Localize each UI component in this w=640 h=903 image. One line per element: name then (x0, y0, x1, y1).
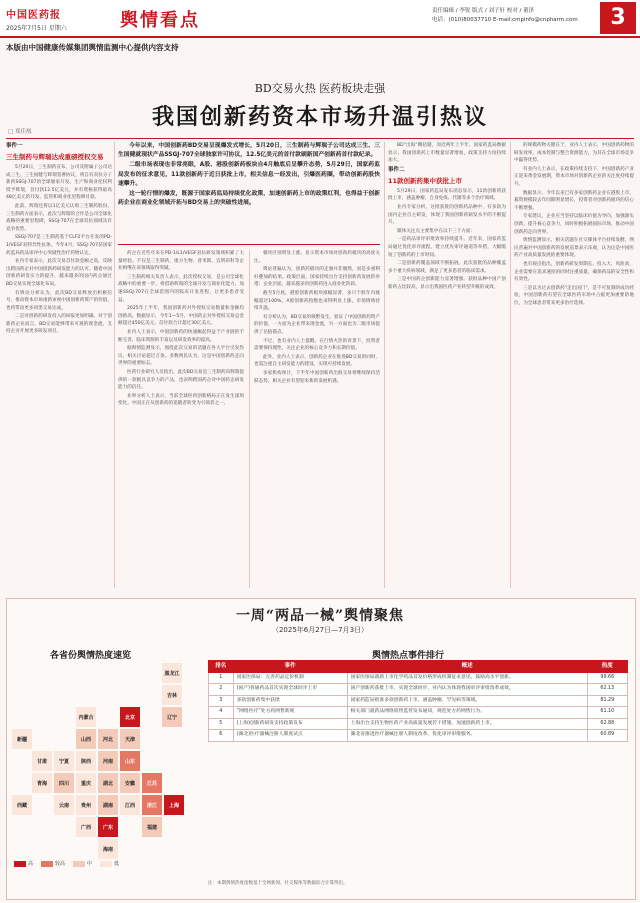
body-paragraph: 数据显示，今年以来已有多家创新药企业在港股上市，募资规模较去年同期明显增长，投资者对创新药板块的信心不断增强。 (514, 190, 634, 211)
dateline: 2025年7月5日 星期六 (6, 25, 67, 32)
column-divider (510, 142, 511, 588)
byline: □ 郑佳凰 (8, 129, 32, 135)
table-cell-rank: 6 (209, 730, 234, 742)
province-cell: 上海 (164, 795, 184, 815)
column-divider (114, 142, 115, 588)
province-cell: 湖南 (98, 795, 118, 815)
table-row (209, 718, 628, 730)
province-cell: 陕西 (76, 751, 96, 771)
table-header-cell: 事件 (233, 661, 347, 673)
province-cell: 安徽 (120, 773, 140, 793)
table-row (209, 730, 628, 742)
section-heading: 事件二 (388, 166, 405, 173)
table-cell-heat: 99.66 (587, 672, 627, 684)
body-paragraph: 媒体关注点主要集中在以下三个方面： (397, 228, 476, 234)
province-cell: 贵州 (76, 795, 96, 815)
article-lead (118, 142, 380, 209)
body-paragraph: 有业内人士表示，在政策持续支持下，中国创新药产业正迎来黄金发展期，资本市场对创新药企业的关注度持续提升。 (514, 166, 634, 187)
article-subtitle: BD交易火热 医药板块走强 (254, 82, 386, 95)
body-paragraph: 5月20日，三生制药宣布，公司及附属子公司达成三生、三生国健与辉瑞签署协议，将自有双抗分子新药SSGJ-707的全球独家开发、生产和商业化权利授予辉瑞，首付款12.5亿美元，并有资格获得最高48亿美元的开发、监管和商业化里程碑付款。 (6, 165, 112, 201)
province-cell: 吉林 (162, 685, 182, 705)
body-paragraph: 不过，也有业内人士提醒，在行情火热的背景下，投资者需要保持理性，关注企业的核心竞争力和长期价值。 (254, 338, 380, 352)
legend-swatch (100, 861, 112, 867)
province-cell: 江西 (120, 795, 140, 815)
province-heat-map (12, 663, 196, 887)
province-cell: 新疆 (12, 729, 32, 749)
legend-item (100, 861, 119, 867)
table-cell-heat: 62.88 (587, 718, 627, 730)
body-paragraph: 药企在近些年来在PD-1/L1/VEGF双抗研发领域积累了大量经验。不仅是三生制药，康方生物、普米斯、宜明昂科等企业相继在该领域取得突破。 (118, 251, 244, 272)
section-heading: 三生制药与辉瑞达成重磅授权交易 (6, 153, 104, 161)
body-paragraph: 5月29日，国家药监局发布消息显示，11款创新药获批上市，涵盖肿瘤、自身免疫、代谢等多个治疗领域。 (388, 188, 506, 202)
body-paragraph: 二是对创新药研发投入的回报更加明确。对于创新药企业而言，BD交易能够带来可观的现金流，支持企业开展更多研发项目。 (6, 314, 112, 335)
province-cell: 辽宁 (162, 707, 182, 727)
province-cell: 河北 (98, 729, 118, 749)
body-paragraph: SSGJ-707是三生制药基于CLF2平台开发的PD-1/VEGF双特异性抗体。今年4月，SSGJ-707获国家药监局药品审评中心突破性治疗药物认定。 (6, 235, 112, 256)
province-cell: 四川 (54, 773, 74, 793)
section-heading: 事件一 (6, 143, 23, 149)
table-cell-heat: 61.10 (587, 707, 627, 719)
legend-swatch (41, 861, 53, 867)
column-divider (384, 142, 385, 588)
province-cell: 海南 (98, 839, 118, 859)
lead-paragraph: 今年以来，中国创新药BD交易呈现爆发式增长，5月20日，三生制药与辉瑞子公司达成三生、三生国健就现状产品SSGJ-707全球独家许可协议，12.5亿美元的首付款刷新国产创新药首付款纪录。 (118, 143, 380, 159)
table-cell-summary: 国家药监局批准多款创新药上市，涵盖肿瘤、罕见病等领域。 (347, 695, 587, 707)
body-paragraph: 截至5月底，港股创新药板块涨幅显著，多只个股年内涨幅超过100%。A股创新药指数也录得明显上涨，市场情绪持续升温。 (254, 290, 380, 312)
support-banner: 本版由中国健康传媒集团舆情监测中心提供内容支持 (6, 43, 179, 52)
body-paragraph: 专家建议，企业应当坚持以临床价值为导向，加强源头创新，提升核心竞争力，同时积极拓展国际市场，推动中国创新药走向世界。 (514, 214, 634, 235)
legend-swatch (14, 861, 26, 867)
table-header-row (209, 661, 628, 673)
body-paragraph: 三生制药相关负责人表示，此次授权交易，是公司全球化战略中的重要一步，将借助辉瑞的全球开发与商业化能力，加速SSGJ-707在全球范围内的临床开发进程，让更多患者受益。 (118, 274, 244, 303)
table-cell-event: (湖北)医疗器械注册人制度试点 (233, 730, 347, 742)
editor-info (432, 7, 596, 25)
province-cell: 河南 (98, 751, 118, 771)
table-cell-heat: 60.89 (587, 730, 627, 742)
table-header-cell: 概述 (347, 661, 587, 673)
legend-label: 中 (87, 861, 93, 867)
section-title: 舆情看点 (120, 10, 200, 31)
table-cell-rank: 2 (209, 684, 234, 696)
lead-divider (118, 244, 380, 245)
table-cell-event: (上海)创新药研发支持政策发布 (233, 718, 347, 730)
province-cell: 山西 (76, 729, 96, 749)
divider (6, 138, 634, 139)
table-row (209, 684, 628, 696)
body-paragraph: 此外，业内人士表示，创新药企业在推进BD交易的同时，也需注重自主研发能力的建设，实现可持续发展。 (254, 354, 380, 368)
table-cell-summary: 国家医保局就新上市化学药品首发价格形成机制征求意见，鼓励高水平创新。 (347, 672, 587, 684)
article-column-4 (388, 142, 506, 588)
newspaper-logo: 中国医药报 (6, 10, 61, 21)
map-legend (14, 860, 127, 867)
article-headline: 我国创新药资本市场升温引热议 (151, 104, 488, 130)
legend-label: 低 (114, 861, 120, 867)
section-heading: 11款创新药集中获批上市 (388, 176, 463, 185)
table-header-cell: 热度 (587, 661, 627, 673)
province-cell: 广东 (98, 817, 118, 837)
table-cell-rank: 5 (209, 718, 234, 730)
body-paragraph: 业内专家分析，这批获批的创新药品种中，有多款为国内企业自主研发，体现了我国创新药研发水平的不断提升。 (388, 204, 506, 226)
table-cell-heat: 81.29 (587, 695, 627, 707)
body-paragraph: 据舆情监测显示，围绕此次交易的话题在各大平台引发热议，相关讨论超过万条。多数网民认为，这是中国创新药走向世界的重要标志。 (118, 346, 244, 367)
province-cell: 云南 (54, 795, 74, 815)
province-cell: 福建 (142, 817, 162, 837)
body-paragraph: 业界分析人士表示，当前全球医药创新格局正在发生深刻变化，中国正在从创新药的追随者转变为引领者之一。 (118, 393, 244, 407)
table-cell-summary: 相关部门就药品网络销售监管发布通知，规范处方药网售行为。 (347, 707, 587, 719)
table-row (209, 672, 628, 684)
body-paragraph: 的规模药物关键在于，业内人士表示，中国创新药物的研发效率，成本控制与整合资源能力，为其在全球市场竞争中赢得优势。 (514, 143, 634, 164)
province-cell: 宁夏 (54, 751, 74, 771)
masthead (0, 0, 640, 38)
province-cell: 黑龙江 (162, 663, 182, 683)
table-cell-rank: 4 (209, 707, 234, 719)
table-row (209, 695, 628, 707)
lead-paragraph: 这一轮行情的爆发，既源于国家药监局持续优化政策，加速创新药上市的政策红利，也得益于创新药企业在商业化领域开拓与BD交易上的突破性进展。 (118, 191, 380, 207)
body-paragraph: BD”出海”概括题，而近两年上半年，国家药监局数据显示，我国创新药上市数量显著增加，政策支持力度持续加大。 (388, 143, 506, 164)
province-cell: 湖北 (98, 773, 118, 793)
table-note: 注：本期舆情热度指数基于全网新闻、社交媒体等数据综合计算得出。 (208, 881, 348, 886)
province-cell: 江苏 (142, 773, 162, 793)
legend-item (14, 861, 33, 867)
body-paragraph: 多家机构预计，下半年中国创新药出海交易将继续保持活跃态势，相关企业有望迎来新的发展机遇。 (254, 370, 380, 384)
province-cell: 重庆 (76, 773, 96, 793)
article-column-2 (118, 250, 244, 588)
legend-label: 较高 (55, 861, 66, 867)
legend-swatch (73, 861, 85, 867)
contact-line: 电话：(010)80037710 E-mail:cmpinfo@cnpharm.com (432, 17, 578, 23)
table-cell-rank: 3 (209, 695, 234, 707)
province-cell: 广西 (76, 817, 96, 837)
hot-events-table (208, 660, 628, 742)
province-cell: 西藏 (12, 795, 32, 815)
body-paragraph: 舆论普遍认为，创新药板块的走强并非偶然，而是多重利好叠加的结果。政策层面，国家持续出台支持创新药发展的举措；企业层面，越来越多的创新药进入商业化阶段。 (254, 267, 380, 288)
legend-item (41, 861, 65, 867)
article-column-3 (254, 250, 380, 588)
page-number: 3 (600, 2, 636, 34)
body-paragraph: 舆情监测显示，相关话题在社交媒体平台持续发酵，网民普遍对中国创新药的发展前景表示乐观，认为这是中国医药产业高质量发展的重要体现。 (514, 238, 634, 259)
body-paragraph: 医药行业研究人员指出，此次BD交易是三生制药向辉瑞提供的一款极具竞争力的产品，也表明跨国药企对中国药企研发能力的信任。 (118, 369, 244, 391)
table-cell-summary: 国产创新药获批上市，实现全球同步，业内认为体现我国审评审批改革成效。 (347, 684, 587, 696)
legend-label: 高 (28, 861, 34, 867)
body-paragraph: 二是创新药覆盖领域不断拓展。此次获批的品种覆盖多个重大疾病领域，满足了更多患者的临床需求。 (388, 261, 506, 274)
province-cell: 天津 (120, 729, 140, 749)
table-cell-event: “网络医疗”处方药网售新规 (233, 707, 347, 719)
weekly-title: 一周“两品一械”舆情聚焦 (235, 608, 405, 624)
body-paragraph: 也有观点指出，创新药研发周期长、投入大、风险高，企业需要在追求速度的同时注重质量，确保药品的安全性和有效性。 (514, 261, 634, 283)
body-paragraph: 一是药品审评审批效率持续提升。近年来，国家药监局通过优化审评流程、建立优先审评通道等举措，大幅缩短了创新药的上市时间。 (388, 237, 506, 258)
body-paragraph: 有分析认为，BD交易的频繁发生，验证了中国创新药资产的价值，一方面为企业带来现金流，另一方面也为二级市场提供了估值锚点。 (254, 314, 380, 335)
body-paragraph: 三是以为过去创新药"走出国门"，是不可复制的成功经验，中国创新药有望在全球医药市场中占据更加重要的地位，为全球患者带来更多治疗选择。 (514, 285, 634, 306)
table-cell-summary: 上海出台支持生物医药产业高质量发展若干措施，加速创新药上市。 (347, 718, 587, 730)
table-cell-summary: 湖北省推进医疗器械注册人制度改革，优化审评审批服务。 (347, 730, 587, 742)
editor-line: 责任编辑 / 李锐 版式 / 刘子轩 校对 / 董泽 (432, 8, 535, 14)
article-column-5 (514, 142, 634, 588)
body-paragraph: 板块区别明显上涨，显示资本市场对创新药板块的高度关注。 (254, 251, 380, 264)
weekly-date-range: （2025年6月27日—7月3日） (271, 626, 369, 634)
table-cell-event: 国家医保局：完善药品定价机制 (233, 672, 347, 684)
table-cell-event: (国产)普通药品首次实现全球同步上市 (233, 684, 347, 696)
column-divider (249, 250, 250, 588)
table-cell-event: 多款创新药集中获批 (233, 695, 347, 707)
table-header-cell: 排名 (209, 661, 234, 673)
body-paragraph: 三是中国药企创新能力显著增强。获批品种中国产创新药占比较高，显示出我国医药产业转型升级的成效。 (388, 277, 506, 290)
body-paragraph: 业内专家表示，此次交易首付款金额之高，反映出跨国药企对中国创新药研发能力的认可。随着中国创新药研发实力的提升，越来越多的国内药企通过BD交易实现全球化布局。 (6, 259, 112, 287)
table-cell-rank: 1 (209, 672, 234, 684)
table-cell-heat: 62.13 (587, 684, 627, 696)
body-paragraph: 2025年上半年，我国创新药对外授权交易数量和金额均创新高。数据显示，今年1—5月，中国药企对外授权交易总金额超过450亿美元，首付款合计超过30亿美元。 (118, 306, 244, 327)
legend-item (73, 861, 92, 867)
table-panel-title: 舆情热点事件排行 (372, 651, 445, 661)
province-cell: 青海 (32, 773, 52, 793)
province-cell: 北京 (120, 707, 140, 727)
province-cell: 浙江 (142, 795, 162, 815)
map-panel-title: 各省份舆情热度速览 (50, 651, 132, 661)
lead-paragraph: 二级市场表现也非常亮眼，A股、港股创新药板块自4月触底后呈攀升态势，5月29日，国家药监局发布的征求意见，11款创新药于近日获批上市，相关信息一经发出，引爆医药圈，带动创新药股快速攀升。 (118, 162, 380, 187)
province-cell: 山东 (120, 751, 140, 771)
province-cell: 甘肃 (32, 751, 52, 771)
body-paragraph: 业内人士表示，中国创新药的快速崛起得益于产业链的不断完善、临床资源的丰富以及研发效率的提高。 (118, 329, 244, 343)
body-paragraph: 此前，辉瑞还将以1亿美元认购三生制药股份。三生制药方面表示，此次与辉瑞的合作是公司全球化战略的重要里程碑，SSGJ-707在全球双抗领域具有竞争优势。 (6, 203, 112, 232)
body-paragraph: 有舆论分析认为，此次BD交易释放出积极信号，推动资本市场重新审视中国创新药资产的价值，也将带动更多同类交易达成。 (6, 290, 112, 311)
province-cell: 内蒙古 (76, 707, 96, 727)
table-row (209, 707, 628, 719)
article-column-1 (6, 142, 112, 588)
